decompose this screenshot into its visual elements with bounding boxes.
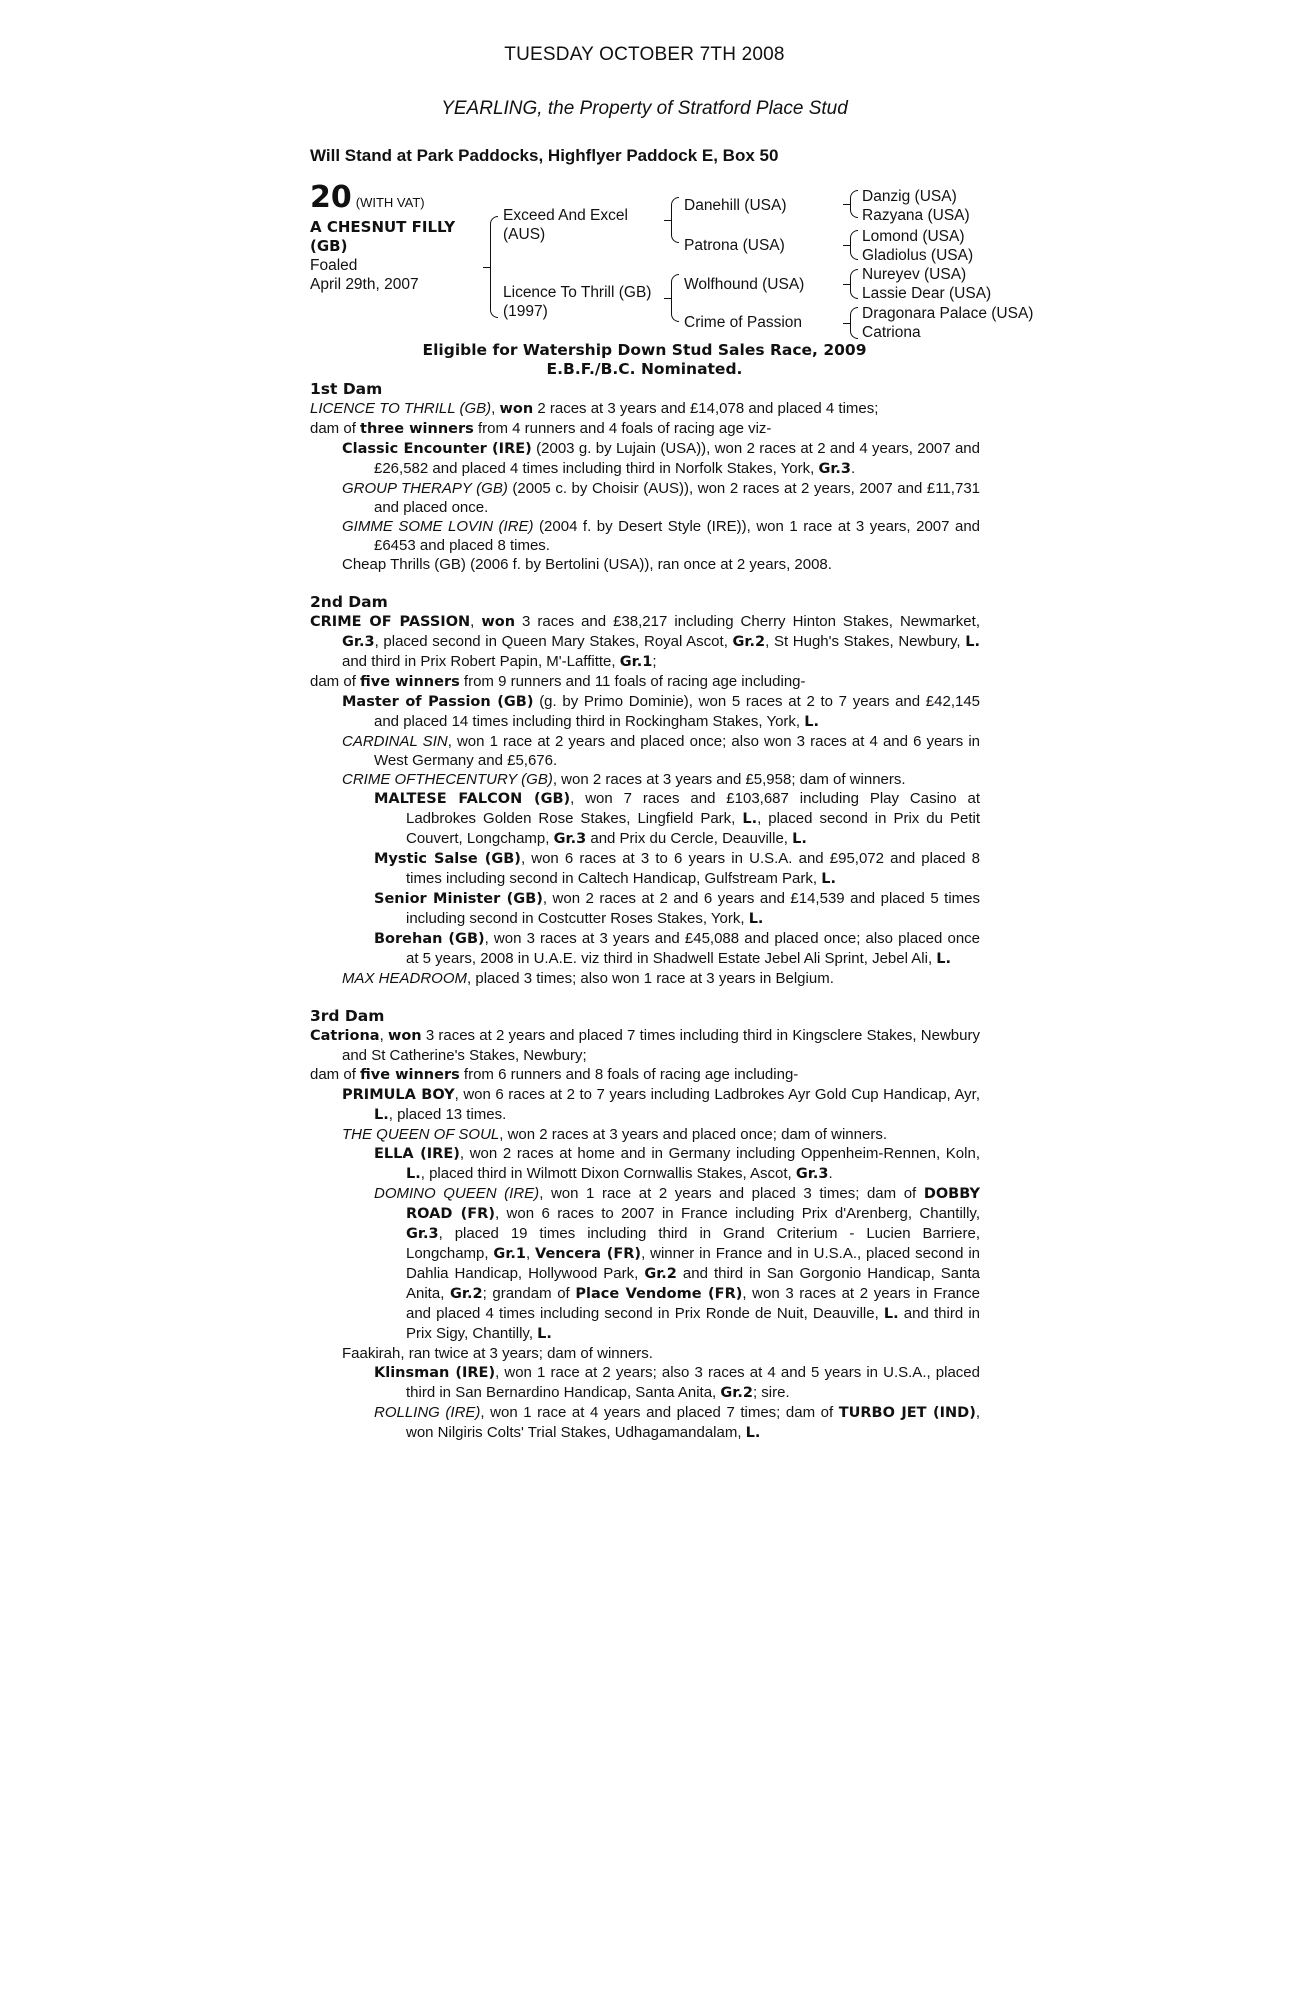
granddam-1: Patrona (USA): [684, 237, 785, 254]
produce-entry: [342, 1125, 980, 1144]
great-grandparent-2: Razyana (USA): [862, 207, 970, 224]
horse-name: Senior Minister (GB): [374, 891, 543, 907]
horse-name: Place Vendome (FR): [575, 1286, 743, 1302]
horse-record: , won 6 races at 2 to 7 years including Ladbrokes Ayr Gold Cup Handicap, Ayr,: [454, 1086, 980, 1103]
horse-record: , placed 13 times.: [388, 1106, 507, 1123]
horse-record: , won 6 races at 3 to 6 years in U.S.A. and £95,072 and placed 8 times including second in Caltech Handicap, Gulfstream Park,: [406, 850, 980, 887]
produce-record: [310, 380, 980, 1443]
grandproduce-entry: [374, 889, 980, 929]
great-grandparent-3: Lomond (USA): [862, 228, 965, 245]
horse-name: MALTESE FALCON (GB): [374, 791, 571, 807]
great-grandparent-5: Nureyev (USA): [862, 266, 967, 283]
vat-note: (WITH VAT): [355, 195, 425, 210]
race-grade: L.: [374, 1107, 389, 1123]
great-grandparent-4: Gladiolus (USA): [862, 247, 974, 264]
race-grade: L.: [742, 811, 758, 827]
grandproduce-entry: [374, 1403, 980, 1443]
horse-record: (2004 f. by Desert Style (IRE)), won 1 race at 3 years, 2007 and £6453 and placed 8 times.: [374, 518, 981, 554]
horse-record: , won 1 race at 2 years and placed 3 times; dam of: [539, 1185, 924, 1202]
dam-record: 2 races at 3 years and £14,078 and placed 4 times;: [533, 400, 879, 417]
horse-record: , won Nilgiris Colts' Trial Stakes, Udhagamandalam,: [406, 1404, 980, 1441]
consignor-title: YEARLING, the Property of Stratford Place Stud: [441, 98, 848, 119]
great-grandparent-8: Catriona: [862, 324, 921, 341]
sale-date: TUESDAY OCTOBER 7TH 2008: [504, 44, 785, 65]
horse-name: Master of Passion (GB): [342, 694, 534, 710]
produce-entry: Faakirah, ran twice at 3 years; dam of winners.: [342, 1345, 653, 1362]
race-grade: L.: [821, 871, 836, 887]
pedigree-brace: [850, 230, 858, 260]
produce-entry: [342, 479, 980, 517]
horse-record: , won 2 races at 3 years and £5,958; dam of winners.: [552, 771, 906, 788]
produce-entry: [342, 1085, 980, 1125]
punct: .: [828, 1165, 833, 1182]
horse-record: , winner in France and in U.S.A., placed second in Dahlia Handicap, Hollywood Park,: [406, 1245, 980, 1282]
pedigree-brace: [850, 307, 858, 339]
summary-prefix: dam of: [310, 420, 361, 437]
race-grade: L.: [936, 951, 952, 967]
horse-name: ROLLING (IRE): [374, 1404, 481, 1421]
won-label: won: [481, 614, 516, 630]
horse-name: Vencera (FR): [535, 1246, 642, 1262]
horse-record: , placed 3 times; also won 1 race at 3 years in Belgium.: [467, 970, 834, 987]
dam-record: 3 races at 2 years and placed 7 times including third in Kingsclere Stakes, Newbury and St Catherine's Stakes, Newbury;: [342, 1027, 980, 1064]
grandproduce-entry: [374, 929, 980, 969]
winners-count: three winners: [360, 421, 474, 437]
stand-location: Will Stand at Park Paddocks, Highflyer Paddock E, Box 50: [310, 146, 779, 165]
horse-name: GIMME SOME LOVIN (IRE): [342, 518, 534, 535]
pedigree-brace: [490, 216, 498, 318]
race-grade: L.: [804, 714, 819, 730]
produce-entry: [342, 692, 980, 732]
race-grade: Gr.3: [406, 1226, 439, 1242]
race-grade: L.: [406, 1166, 421, 1182]
separator: ,: [470, 613, 482, 630]
lot-block: [310, 180, 480, 294]
race-grade: Gr.3: [342, 634, 375, 650]
horse-record: , won 3 races at 2 years in France and placed 4 times including second in Prix Ronde de Nuit, Deauville,: [406, 1285, 980, 1322]
produce-entry: [342, 732, 980, 770]
great-grandparent-6: Lassie Dear (USA): [862, 285, 992, 302]
dam-name: Licence To Thrill (GB): [503, 284, 652, 301]
race-grade: L.: [883, 1306, 899, 1322]
horse-record: (2003 g. by Lujain (USA)), won 2 races at 2 and 4 years, 2007 and £26,582 and placed 4 times including third in Norfolk Stakes, York,: [374, 440, 980, 477]
second-dam-produce-summary: [310, 672, 980, 692]
first-dam-heading: 1st Dam: [310, 380, 383, 398]
race-grade: Gr.1: [493, 1246, 527, 1262]
race-grade: Gr.2: [732, 634, 766, 650]
dam-name: CRIME OF PASSION: [310, 614, 471, 630]
dam-record: 3 races and £38,217 including Cherry Hinton Stakes, Newmarket,: [515, 613, 980, 630]
race-grade: Gr.2: [720, 1385, 753, 1401]
race-grade: L.: [745, 1425, 761, 1441]
summary-text: from 9 runners and 11 foals of racing age including-: [459, 673, 806, 690]
horse-record: , placed second in Prix du Petit Couvert, Longchamp,: [406, 810, 980, 847]
grandproduce-entry: [374, 1144, 980, 1184]
grandproduce-entry: [374, 1363, 980, 1403]
race-grade: Gr.3: [795, 1166, 829, 1182]
race-grade: L.: [748, 911, 764, 927]
dam-record: , St Hugh's Stakes, Newbury,: [765, 633, 966, 650]
horse-record: (2005 c. by Choisir (AUS)), won 2 races at 2 years, 2007 and £11,731 and placed once.: [374, 480, 980, 516]
horse-record: , won 1 race at 4 years and placed 7 times; dam of: [480, 1404, 839, 1421]
winners-count: five winners: [360, 674, 460, 690]
winners-count: five winners: [360, 1067, 460, 1083]
horse-name: ELLA (IRE): [374, 1146, 460, 1162]
horse-name: CARDINAL SIN: [342, 733, 448, 750]
foaled-date: April 29th, 2007: [310, 276, 419, 293]
sales-race-eligibility: Eligible for Watership Down Stud Sales Race, 2009: [422, 341, 867, 359]
race-grade: L.: [965, 634, 980, 650]
pedigree-brace: [671, 197, 679, 243]
dam-name: LICENCE TO THRILL (GB): [310, 400, 492, 417]
produce-entry: [342, 770, 980, 789]
race-grade: L.: [537, 1326, 552, 1342]
punct: .: [851, 460, 856, 477]
third-dam-produce-summary: [310, 1065, 980, 1085]
horse-record: , won 7 races and £103,687 including Play Casino at Ladbrokes Golden Rose Stakes, Lingfield Park,: [406, 790, 980, 827]
horse-record: , placed third in Wilmott Dixon Cornwallis Stakes, Ascot,: [420, 1165, 796, 1182]
grandsire-1: Danehill (USA): [684, 197, 787, 214]
produce-entry: [342, 969, 980, 988]
great-grandparent-1: Danzig (USA): [862, 188, 957, 205]
summary-text: from 6 runners and 8 foals of racing age including-: [459, 1066, 799, 1083]
horse-name: THE QUEEN OF SOUL: [342, 1126, 500, 1143]
race-grade: L.: [792, 831, 807, 847]
grandproduce-entry: [374, 849, 980, 889]
race-grade: Gr.3: [553, 831, 587, 847]
granddam-2: Crime of Passion: [684, 314, 803, 331]
horse-record: and Prix du Cercle, Deauville,: [586, 830, 793, 847]
separator: ,: [379, 1027, 388, 1044]
horse-record: , won 2 races at 3 years and placed once; dam of winners.: [499, 1126, 887, 1143]
grandproduce-entry: [374, 1184, 980, 1344]
horse-record: and third in Prix Sigy, Chantilly,: [406, 1305, 980, 1342]
horse-record: , placed 19 times including third in Grand Criterium - Lucien Barriere, Longchamp,: [406, 1225, 980, 1262]
great-grandparent-7: Dragonara Palace (USA): [862, 305, 1034, 322]
grandsire-2: Wolfhound (USA): [684, 276, 805, 293]
third-dam-heading: 3rd Dam: [310, 1007, 385, 1025]
horse-name: Klinsman (IRE): [374, 1365, 496, 1381]
dam-record: , placed second in Queen Mary Stakes, Royal Ascot,: [374, 633, 733, 650]
horse-record: , won 6 races to 2007 in France including Prix d'Arenberg, Chantilly,: [494, 1205, 980, 1222]
produce-entry: [342, 517, 980, 555]
dam-year: (1997): [503, 303, 548, 320]
horse-name: MAX HEADROOM: [342, 970, 468, 987]
race-grade: Gr.2: [449, 1286, 483, 1302]
race-grade: Gr.1: [619, 654, 653, 670]
won-label: won: [499, 401, 534, 417]
horse-record: (g. by Primo Dominie), won 5 races at 2 to 7 years and £42,145 and placed 14 times including third in Rockingham Stakes, York,: [374, 693, 981, 730]
produce-entry: Cheap Thrills (GB) (2006 f. by Bertolini (USA)), ran once at 2 years, 2008.: [342, 556, 832, 573]
produce-entry: [342, 439, 980, 479]
horse-name: Mystic Salse (GB): [374, 851, 521, 867]
pedigree-dam: [503, 283, 651, 321]
second-dam-line: [310, 612, 980, 672]
sire-name: Exceed And Excel: [503, 207, 628, 224]
summary-prefix: dam of: [310, 673, 361, 690]
separator: ,: [526, 1245, 536, 1262]
first-dam-produce-summary: [310, 419, 980, 439]
foaled-label: Foaled: [310, 257, 358, 274]
horse-record: , won 1 race at 2 years and placed once; also won 3 races at 4 and 6 years in West Germany and £5,676.: [374, 733, 980, 769]
lot-description: A CHESNUT FILLY: [310, 218, 456, 236]
pedigree-sire: [503, 206, 628, 244]
horse-name: DOMINO QUEEN (IRE): [374, 1185, 540, 1202]
horse-name: GROUP THERAPY (GB): [342, 480, 508, 497]
pedigree-brace: [671, 274, 679, 322]
third-dam-line: [310, 1026, 980, 1065]
horse-record: , won 1 race at 2 years; also 3 races at 4 and 5 years in U.S.A., placed third in San Bernardino Handicap, Santa Anita,: [406, 1364, 980, 1401]
race-grade: Gr.2: [644, 1266, 677, 1282]
race-grade: Gr.3: [818, 461, 852, 477]
horse-record: ; grandam of: [482, 1285, 576, 1302]
pedigree-brace: [850, 269, 858, 299]
horse-record: , won 3 races at 3 years and £45,088 and placed once; also placed once at 5 years, 2008 in U.A.E. viz third in Shadwell Estate Jebel Ali Sprint, Jebel Ali,: [406, 930, 980, 967]
won-label: won: [387, 1028, 422, 1044]
dam-record: and third in Prix Robert Papin, M'-Laffitte,: [342, 653, 620, 670]
horse-name: PRIMULA BOY: [342, 1087, 455, 1103]
punct: ;: [652, 653, 657, 670]
lot-number: 20: [310, 180, 352, 215]
summary-text: from 4 runners and 4 foals of racing age viz-: [473, 420, 772, 437]
horse-name: Classic Encounter (IRE): [342, 441, 532, 457]
dam-name: Catriona: [310, 1028, 380, 1044]
first-dam-line: [310, 399, 980, 419]
horse-name: Borehan (GB): [374, 931, 485, 947]
punct: ; sire.: [752, 1384, 790, 1401]
horse-name: CRIME OFTHECENTURY (GB): [342, 771, 553, 788]
horse-name: TURBO JET (IND): [838, 1405, 976, 1421]
sire-country: (AUS): [503, 226, 546, 243]
second-dam-heading: 2nd Dam: [310, 593, 388, 611]
pedigree-brace: [850, 190, 858, 218]
horse-name: DOBBY ROAD (FR): [406, 1186, 980, 1222]
ebf-nomination: E.B.F./B.C. Nominated.: [546, 360, 743, 378]
lot-origin: (GB): [310, 237, 348, 255]
horse-record: and third in San Gorgonio Handicap, Santa Anita,: [406, 1265, 980, 1302]
horse-record: , won 2 races at 2 and 6 years and £14,539 and placed 5 times including second in Costcutter Roses Stakes, York,: [406, 890, 980, 927]
horse-record: , won 2 races at home and in Germany including Oppenheim-Rennen, Koln,: [459, 1145, 980, 1162]
separator: ,: [491, 400, 500, 417]
grandproduce-entry: [374, 789, 980, 849]
summary-prefix: dam of: [310, 1066, 361, 1083]
